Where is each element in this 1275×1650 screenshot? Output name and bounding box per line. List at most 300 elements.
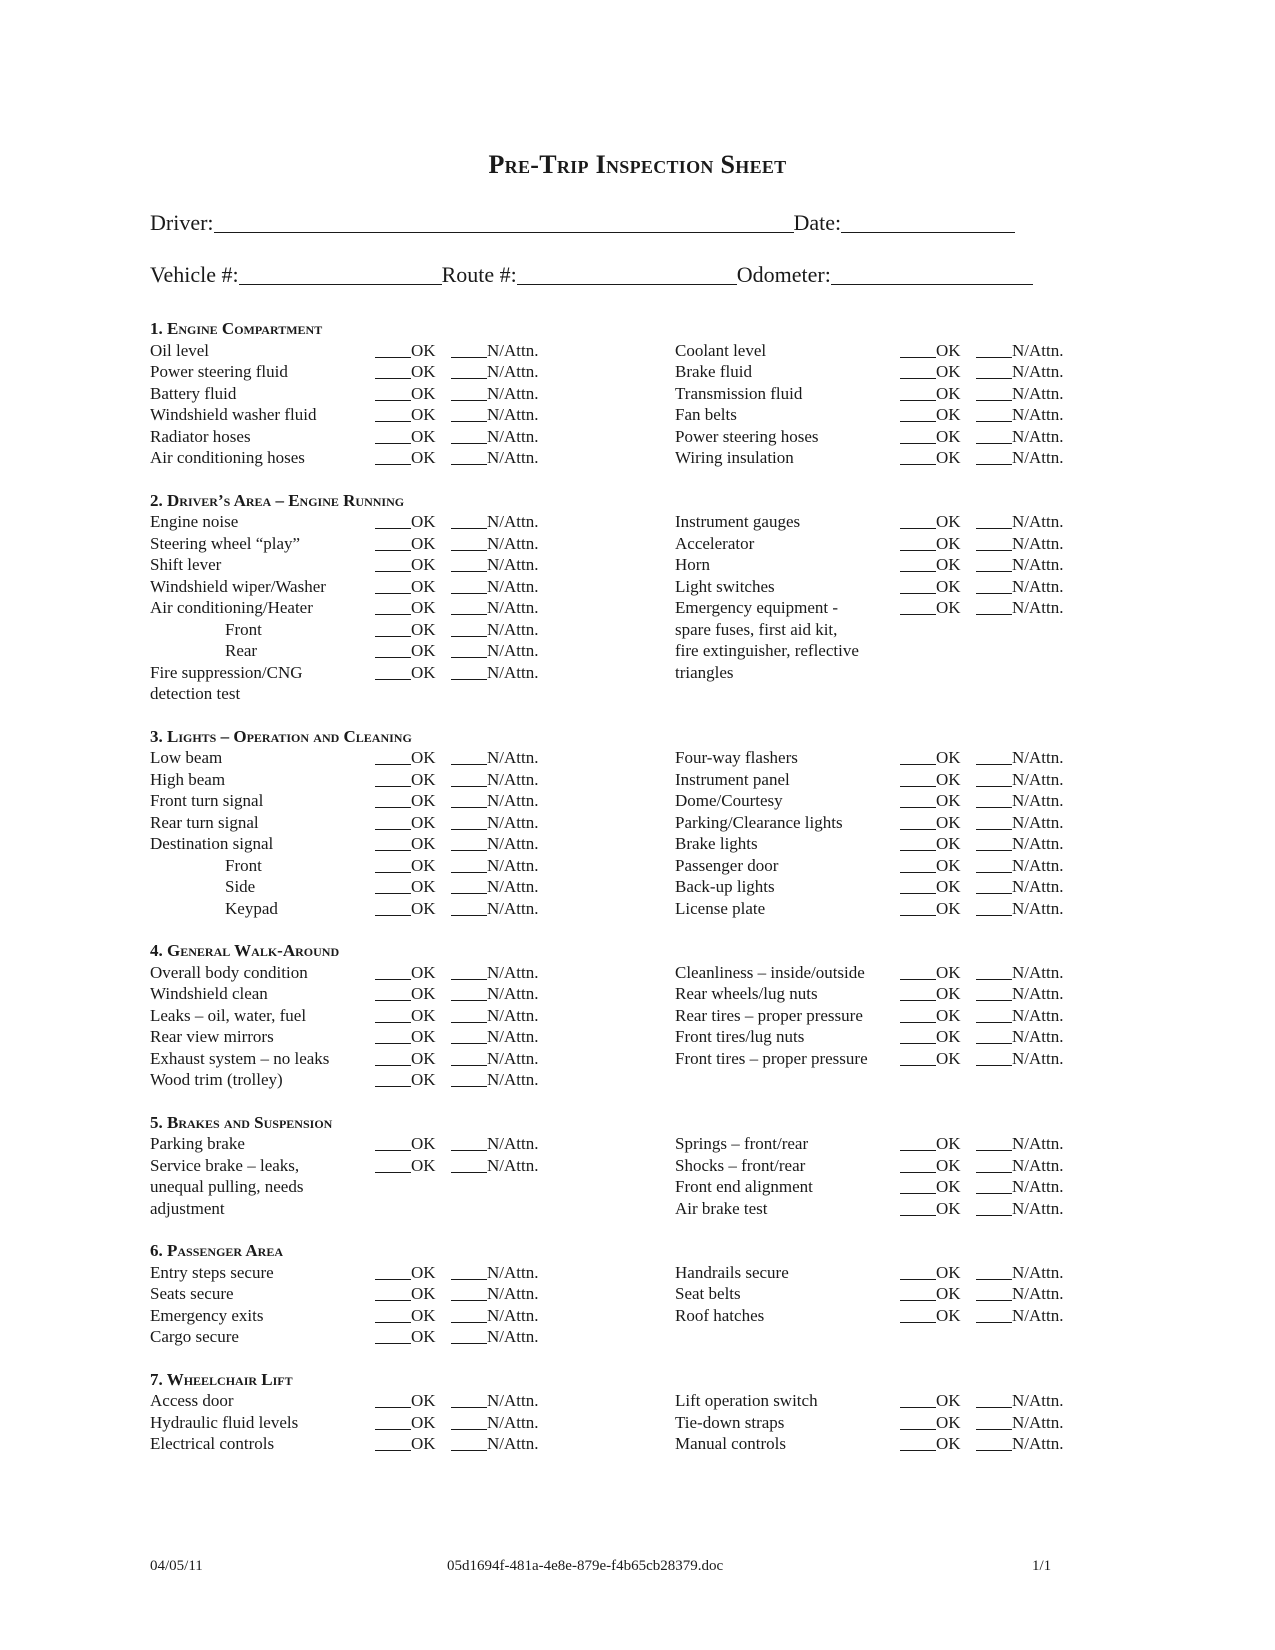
ok-label: OK: [411, 898, 436, 918]
ok-blank[interactable]: [375, 512, 411, 529]
ok-label: OK: [411, 1412, 436, 1432]
status-options: [375, 769, 538, 791]
checklist-item-label: Front turn signal: [150, 791, 264, 810]
needs-attention-blank[interactable]: [976, 1263, 1012, 1280]
checklist-item: [150, 640, 675, 662]
needs-attention-blank[interactable]: [451, 1070, 487, 1087]
ok-blank[interactable]: [375, 555, 411, 572]
checklist-item-label: Seats secure: [150, 1284, 234, 1303]
status-options: [900, 511, 1063, 533]
ok-label: OK: [411, 1262, 436, 1282]
ok-blank[interactable]: [375, 1391, 411, 1408]
ok-blank[interactable]: [375, 534, 411, 551]
ok-blank[interactable]: [375, 598, 411, 615]
status-options: [900, 447, 1063, 469]
needs-attention-blank[interactable]: [451, 1327, 487, 1344]
needs-attention-blank[interactable]: [451, 534, 487, 551]
needs-attention-blank[interactable]: [451, 1284, 487, 1301]
needs-attention-blank[interactable]: [976, 512, 1012, 529]
right-column: [675, 1262, 1080, 1348]
ok-label: OK: [936, 748, 961, 767]
ok-blank[interactable]: [375, 427, 411, 444]
ok-blank[interactable]: [900, 791, 936, 808]
section-columns: [150, 1262, 1080, 1348]
ok-blank[interactable]: [375, 877, 411, 894]
ok-blank[interactable]: [900, 555, 936, 572]
status-options: [900, 812, 1063, 834]
needs-attention-blank[interactable]: [451, 384, 487, 401]
status-options: [375, 1262, 538, 1284]
needs-attention-label: N/Attn.: [487, 426, 539, 446]
checklist-item: [150, 833, 675, 855]
ok-blank[interactable]: [375, 1027, 411, 1044]
ok-blank[interactable]: [375, 1070, 411, 1087]
ok-blank[interactable]: [900, 1199, 936, 1216]
ok-blank[interactable]: [375, 641, 411, 658]
needs-attention-blank[interactable]: [976, 598, 1012, 615]
ok-blank[interactable]: [375, 1134, 411, 1151]
ok-label: OK: [936, 576, 961, 596]
needs-attention-blank[interactable]: [451, 1413, 487, 1430]
needs-attention-blank[interactable]: [451, 512, 487, 529]
checklist-item-label: Seat belts: [675, 1284, 741, 1303]
needs-attention-blank[interactable]: [451, 555, 487, 572]
checklist-item-label: Parking/Clearance lights: [675, 812, 843, 832]
needs-attention-blank[interactable]: [451, 427, 487, 444]
checklist-item: [675, 747, 1080, 769]
needs-attention-label: N/Attn.: [1012, 1177, 1064, 1196]
section-title: 4. General Walk-Around: [150, 941, 340, 960]
needs-attention-blank[interactable]: [976, 534, 1012, 551]
ok-blank[interactable]: [375, 1327, 411, 1344]
checklist-item: [150, 426, 675, 448]
section-title: 3. Lights – Operation and Cleaning: [150, 726, 412, 746]
ok-blank[interactable]: [375, 813, 411, 830]
needs-attention-label: N/Attn.: [487, 383, 539, 403]
checklist-item: [150, 983, 675, 1005]
needs-attention-label: N/Attn.: [487, 855, 539, 875]
ok-blank[interactable]: [900, 362, 936, 379]
ok-blank[interactable]: [900, 1134, 936, 1151]
needs-attention-blank[interactable]: [976, 427, 1012, 444]
checklist-item: [675, 426, 1080, 448]
ok-label: OK: [936, 383, 961, 403]
ok-label: OK: [936, 533, 961, 553]
ok-label: OK: [936, 362, 961, 381]
needs-attention-blank[interactable]: [451, 598, 487, 615]
needs-attention-blank[interactable]: [451, 663, 487, 680]
ok-blank[interactable]: [375, 1306, 411, 1323]
needs-attention-blank[interactable]: [451, 1434, 487, 1451]
checklist-item: [150, 554, 675, 576]
right-column: [675, 1390, 1080, 1455]
ok-label: OK: [411, 362, 436, 381]
route-field[interactable]: [517, 262, 737, 285]
header-row-vehicle-route-odometer: [150, 262, 1052, 288]
needs-attention-label: N/Attn.: [1012, 383, 1064, 403]
ok-label: OK: [936, 1412, 961, 1432]
ok-blank[interactable]: [900, 1006, 936, 1023]
needs-attention-blank[interactable]: [976, 899, 1012, 916]
checklist-item-label: Keypad: [225, 898, 278, 918]
ok-blank[interactable]: [375, 1434, 411, 1451]
checklist-item-label: Rear: [225, 641, 258, 660]
ok-blank[interactable]: [375, 1284, 411, 1301]
ok-blank[interactable]: [375, 341, 411, 358]
footer-date: 04/05/11: [150, 1558, 203, 1574]
needs-attention-blank[interactable]: [976, 748, 1012, 765]
checklist-item-label: Instrument panel: [675, 769, 790, 789]
checklist-item-label: Roof hatches: [675, 1305, 765, 1325]
ok-blank[interactable]: [900, 770, 936, 787]
needs-attention-label: N/Attn.: [487, 748, 539, 767]
ok-blank[interactable]: [900, 899, 936, 916]
needs-attention-blank[interactable]: [976, 341, 1012, 358]
needs-attention-label: N/Attn.: [487, 962, 539, 982]
needs-attention-label: N/Attn.: [487, 791, 539, 810]
ok-blank[interactable]: [900, 1177, 936, 1194]
checklist-item-label: Leaks – oil, water, fuel: [150, 1005, 307, 1025]
checklist-item: [675, 640, 1080, 662]
checklist-item: [675, 769, 1080, 791]
ok-blank[interactable]: [375, 1156, 411, 1173]
needs-attention-blank[interactable]: [451, 963, 487, 980]
ok-label: OK: [936, 1284, 961, 1303]
needs-attention-blank[interactable]: [451, 1027, 487, 1044]
status-options: [900, 1283, 1063, 1305]
ok-blank[interactable]: [375, 963, 411, 980]
needs-attention-blank[interactable]: [451, 1306, 487, 1323]
needs-attention-label: N/Attn.: [1012, 598, 1064, 617]
ok-blank[interactable]: [900, 405, 936, 422]
ok-blank[interactable]: [375, 856, 411, 873]
needs-attention-blank[interactable]: [451, 748, 487, 765]
needs-attention-label: N/Attn.: [487, 898, 539, 918]
needs-attention-blank[interactable]: [451, 1006, 487, 1023]
ok-label: OK: [411, 769, 436, 789]
ok-blank[interactable]: [375, 748, 411, 765]
status-options: [375, 1305, 538, 1327]
needs-attention-label: N/Attn.: [487, 834, 539, 853]
ok-blank[interactable]: [900, 512, 936, 529]
checklist-item-label: Accelerator: [675, 533, 755, 553]
needs-attention-label: N/Attn.: [487, 598, 539, 617]
needs-attention-blank[interactable]: [451, 856, 487, 873]
checklist-item: [675, 1176, 1080, 1198]
needs-attention-blank[interactable]: [976, 1177, 1012, 1194]
needs-attention-blank[interactable]: [451, 1263, 487, 1280]
ok-blank[interactable]: [900, 748, 936, 765]
checklist-item: [675, 962, 1080, 984]
checklist-item-label: Oil level: [150, 340, 210, 360]
status-options: [375, 1390, 538, 1412]
ok-blank[interactable]: [375, 1006, 411, 1023]
needs-attention-blank[interactable]: [451, 620, 487, 637]
ok-blank[interactable]: [375, 791, 411, 808]
ok-label: OK: [411, 984, 436, 1003]
checklist-item-label: Low beam: [150, 748, 223, 767]
checklist-item: [150, 619, 675, 641]
status-options: [900, 554, 1063, 576]
odometer-field[interactable]: [831, 262, 1033, 285]
needs-attention-label: N/Attn.: [487, 1155, 539, 1175]
needs-attention-blank[interactable]: [451, 577, 487, 594]
needs-attention-blank[interactable]: [976, 1156, 1012, 1173]
needs-attention-label: N/Attn.: [1012, 812, 1064, 832]
needs-attention-blank[interactable]: [976, 1284, 1012, 1301]
ok-blank[interactable]: [900, 448, 936, 465]
left-column: [150, 511, 675, 705]
inspection-sections: [150, 318, 1080, 1476]
ok-blank[interactable]: [900, 1156, 936, 1173]
needs-attention-blank[interactable]: [976, 770, 1012, 787]
needs-attention-blank[interactable]: [451, 1134, 487, 1151]
checklist-item: [150, 1026, 675, 1048]
needs-attention-blank[interactable]: [976, 577, 1012, 594]
needs-attention-blank[interactable]: [976, 984, 1012, 1001]
needs-attention-label: N/Attn.: [487, 555, 539, 574]
needs-attention-blank[interactable]: [976, 448, 1012, 465]
needs-attention-blank[interactable]: [976, 405, 1012, 422]
checklist-item-label: Windshield washer fluid: [150, 405, 317, 424]
status-options: [375, 597, 538, 619]
ok-blank[interactable]: [900, 963, 936, 980]
needs-attention-blank[interactable]: [976, 963, 1012, 980]
needs-attention-blank[interactable]: [451, 1049, 487, 1066]
needs-attention-blank[interactable]: [976, 1006, 1012, 1023]
needs-attention-label: N/Attn.: [1012, 448, 1064, 467]
ok-blank[interactable]: [900, 877, 936, 894]
vehicle-field[interactable]: [239, 262, 442, 285]
checklist-item: [150, 576, 675, 598]
ok-blank[interactable]: [900, 1391, 936, 1408]
needs-attention-blank[interactable]: [451, 813, 487, 830]
checklist-item-label: Shift lever: [150, 555, 222, 574]
checklist-item: [675, 1262, 1080, 1284]
needs-attention-label: N/Attn.: [1012, 362, 1064, 381]
status-options: [375, 1005, 538, 1027]
needs-attention-blank[interactable]: [976, 856, 1012, 873]
needs-attention-blank[interactable]: [976, 834, 1012, 851]
needs-attention-label: N/Attn.: [1012, 533, 1064, 553]
needs-attention-blank[interactable]: [976, 362, 1012, 379]
section-columns: [150, 962, 1080, 1091]
needs-attention-blank[interactable]: [976, 1199, 1012, 1216]
ok-blank[interactable]: [900, 1027, 936, 1044]
ok-blank[interactable]: [900, 598, 936, 615]
checklist-item: [150, 404, 675, 426]
ok-label: OK: [936, 512, 961, 531]
needs-attention-blank[interactable]: [451, 984, 487, 1001]
needs-attention-blank[interactable]: [451, 1156, 487, 1173]
checklist-item-label: Brake lights: [675, 834, 758, 853]
ok-blank[interactable]: [900, 856, 936, 873]
needs-attention-blank[interactable]: [451, 1391, 487, 1408]
footer-page-number: 1/1: [1032, 1558, 1052, 1574]
checklist-item: [150, 447, 675, 469]
needs-attention-label: N/Attn.: [1012, 1134, 1064, 1153]
checklist-item: [675, 1198, 1080, 1220]
needs-attention-blank[interactable]: [976, 384, 1012, 401]
needs-attention-blank[interactable]: [976, 1134, 1012, 1151]
ok-blank[interactable]: [900, 1434, 936, 1451]
needs-attention-blank[interactable]: [976, 877, 1012, 894]
needs-attention-label: N/Attn.: [1012, 1434, 1064, 1453]
ok-blank[interactable]: [375, 899, 411, 916]
date-field[interactable]: [841, 210, 1015, 233]
needs-attention-blank[interactable]: [451, 877, 487, 894]
status-options: [900, 533, 1063, 555]
section-title: 7. Wheelchair Lift: [150, 1369, 293, 1389]
ok-blank[interactable]: [900, 813, 936, 830]
needs-attention-label: N/Attn.: [487, 812, 539, 832]
checklist-item: [675, 855, 1080, 877]
ok-label: OK: [411, 555, 436, 574]
checklist-item-label: Rear view mirrors: [150, 1027, 274, 1046]
driver-label: Driver:: [150, 210, 214, 235]
needs-attention-blank[interactable]: [976, 813, 1012, 830]
needs-attention-blank[interactable]: [976, 791, 1012, 808]
needs-attention-blank[interactable]: [976, 1413, 1012, 1430]
checklist-item-label: Side: [225, 877, 256, 896]
ok-blank[interactable]: [900, 834, 936, 851]
needs-attention-label: N/Attn.: [487, 1027, 539, 1046]
driver-field[interactable]: [214, 210, 794, 233]
checklist-item: [675, 447, 1080, 469]
checklist-item-label: Battery fluid: [150, 383, 237, 403]
needs-attention-blank[interactable]: [451, 791, 487, 808]
checklist-item: [150, 1005, 675, 1027]
ok-blank[interactable]: [375, 362, 411, 379]
status-options: [375, 790, 538, 812]
status-options: [900, 790, 1063, 812]
status-options: [375, 1026, 538, 1048]
ok-blank[interactable]: [375, 1049, 411, 1066]
ok-blank[interactable]: [900, 577, 936, 594]
needs-attention-blank[interactable]: [976, 1306, 1012, 1323]
needs-attention-blank[interactable]: [451, 641, 487, 658]
checklist-item-label: unequal pulling, needs: [150, 1177, 304, 1196]
needs-attention-blank[interactable]: [451, 405, 487, 422]
needs-attention-blank[interactable]: [976, 1049, 1012, 1066]
ok-label: OK: [411, 1070, 436, 1089]
needs-attention-blank[interactable]: [976, 1027, 1012, 1044]
checklist-item-label: Handrails secure: [675, 1262, 789, 1282]
checklist-item-label: Emergency exits: [150, 1305, 264, 1325]
checklist-item: [150, 1198, 675, 1220]
ok-label: OK: [411, 748, 436, 767]
needs-attention-blank[interactable]: [976, 1391, 1012, 1408]
ok-blank[interactable]: [900, 341, 936, 358]
ok-blank[interactable]: [375, 770, 411, 787]
status-options: [900, 426, 1063, 448]
needs-attention-blank[interactable]: [976, 555, 1012, 572]
section-title: 5. Brakes and Suspension: [150, 1112, 333, 1132]
status-options: [375, 855, 538, 877]
ok-label: OK: [411, 791, 436, 810]
checklist-item-label: Windshield clean: [150, 984, 268, 1003]
ok-label: OK: [936, 1134, 961, 1153]
ok-blank[interactable]: [900, 984, 936, 1001]
ok-blank[interactable]: [900, 1413, 936, 1430]
checklist-item-label: Cargo secure: [150, 1327, 239, 1346]
checklist-item-label: Front end alignment: [675, 1177, 813, 1196]
ok-blank[interactable]: [375, 984, 411, 1001]
ok-blank[interactable]: [375, 577, 411, 594]
checklist-item-label: Radiator hoses: [150, 426, 251, 446]
checklist-item-label: Electrical controls: [150, 1434, 275, 1453]
ok-label: OK: [936, 1391, 961, 1410]
checklist-item-label: Entry steps secure: [150, 1262, 274, 1282]
status-options: [375, 404, 538, 426]
checklist-item-label: Air conditioning/Heater: [150, 598, 313, 617]
ok-blank[interactable]: [900, 384, 936, 401]
checklist-item-label: Rear turn signal: [150, 812, 259, 832]
ok-label: OK: [411, 448, 436, 467]
ok-blank[interactable]: [375, 663, 411, 680]
checklist-item: [150, 1326, 675, 1348]
ok-label: OK: [411, 405, 436, 424]
checklist-item-label: Steering wheel “play”: [150, 533, 301, 553]
ok-blank[interactable]: [375, 1263, 411, 1280]
ok-blank[interactable]: [375, 405, 411, 422]
ok-blank[interactable]: [900, 427, 936, 444]
ok-label: OK: [411, 1155, 436, 1175]
checklist-item: [675, 361, 1080, 383]
ok-label: OK: [411, 383, 436, 403]
ok-label: OK: [936, 898, 961, 918]
ok-blank[interactable]: [900, 1263, 936, 1280]
ok-blank[interactable]: [375, 384, 411, 401]
ok-label: OK: [411, 1048, 436, 1068]
status-options: [900, 1433, 1063, 1455]
ok-blank[interactable]: [900, 1284, 936, 1301]
needs-attention-blank[interactable]: [451, 341, 487, 358]
needs-attention-blank[interactable]: [451, 770, 487, 787]
status-options: [900, 340, 1063, 362]
ok-blank[interactable]: [900, 1049, 936, 1066]
checklist-item-label: Front: [225, 619, 262, 639]
checklist-item: [675, 1026, 1080, 1048]
needs-attention-blank[interactable]: [451, 362, 487, 379]
page-title: Pre-Trip Inspection Sheet: [488, 150, 787, 179]
ok-blank[interactable]: [375, 1413, 411, 1430]
left-column: [150, 962, 675, 1091]
checklist-item-label: Four-way flashers: [675, 748, 798, 767]
ok-blank[interactable]: [375, 620, 411, 637]
needs-attention-blank[interactable]: [451, 899, 487, 916]
checklist-item-label: Air conditioning hoses: [150, 448, 305, 467]
ok-blank[interactable]: [900, 1306, 936, 1323]
ok-blank[interactable]: [375, 448, 411, 465]
status-options: [900, 1133, 1063, 1155]
ok-blank[interactable]: [900, 534, 936, 551]
needs-attention-blank[interactable]: [451, 448, 487, 465]
checklist-item-label: Wood trim (trolley): [150, 1070, 283, 1089]
needs-attention-blank[interactable]: [451, 834, 487, 851]
status-options: [900, 1005, 1063, 1027]
ok-label: OK: [411, 1434, 436, 1453]
needs-attention-label: N/Attn.: [1012, 984, 1064, 1003]
ok-blank[interactable]: [375, 834, 411, 851]
ok-label: OK: [411, 576, 436, 596]
needs-attention-label: N/Attn.: [487, 641, 539, 660]
ok-label: OK: [411, 877, 436, 896]
status-options: [900, 1176, 1063, 1198]
ok-label: OK: [411, 834, 436, 853]
needs-attention-blank[interactable]: [976, 1434, 1012, 1451]
checklist-item: [150, 790, 675, 812]
